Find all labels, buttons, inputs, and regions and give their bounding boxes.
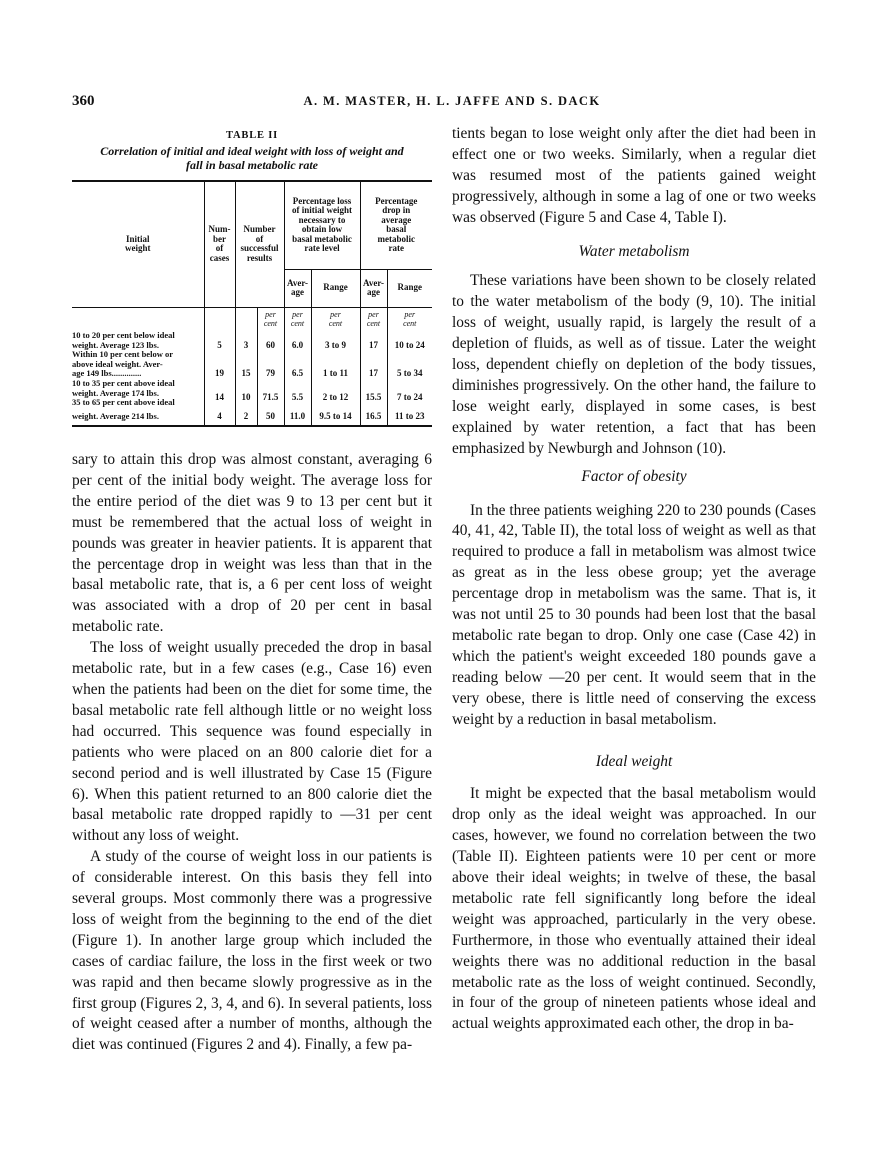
cell-loss-range: 9.5 to 14 (311, 408, 360, 426)
section-heading-ideal-weight: Ideal weight (595, 753, 673, 771)
running-head-authors: A. M. MASTER, H. L. JAFFE AND S. DACK (303, 94, 601, 108)
cell-drop-range: 7 to 24 (387, 388, 432, 408)
data-table (72, 180, 432, 427)
cell-drop-average: 17 (360, 360, 387, 389)
sub-head-loss-average: Aver- age (284, 269, 311, 307)
cell-drop-average: 16.5 (360, 408, 387, 426)
cell-drop-range: 5 to 34 (387, 360, 432, 389)
cell-cases: 14 (204, 388, 235, 408)
cell-successful-pct: 50 (257, 408, 284, 426)
unit-per-cent: per cent (387, 307, 432, 331)
cell-drop-range: 10 to 24 (387, 331, 432, 360)
cell-successful-pct: 60 (257, 331, 284, 360)
sub-head-loss-range: Range (311, 269, 360, 307)
cell-loss-average: 5.5 (284, 388, 311, 408)
table-caption-line-2: fall in basal metabolic rate (186, 158, 318, 172)
cell-loss-average: 6.5 (284, 360, 311, 389)
units-row (72, 307, 432, 331)
paragraph: These variations have been shown to be closely related to the water metabolism of the body (9, 10). The initial loss of weight, usually rapid, is largely the result of a depletion of fluids, as well as of tissue. Later the weight loss, dependent chiefly on depletion of the body tissues, diminishes progressively. On the other hand, the failure to lose weight early, displayed in some cases, is best explained by water retention, a fact that has been emphasized by Newburgh and Johnson (10). (452, 272, 816, 457)
col-head-number-of-cases: Num- ber of cases (204, 181, 235, 307)
cell-successful: 3 (235, 331, 257, 360)
section-heading-factor-of-obesity: Factor of obesity (581, 467, 687, 485)
col-head-initial-weight: Initial weight (72, 181, 204, 307)
table-row (72, 388, 432, 408)
paragraph-continued: sary to attain this drop was almost constant, averaging 6 per cent of the initial body weight. The average loss for the entire period of the diet was 9 to 13 per cent but it must be remembered that the actual loss of weight in pounds was greater in heavier patients. It is apparent that the percentage drop in weight was less than that in the basal metabolic rate, that is, a 6 per cent loss of weight was associated with a drop of 20 per cent in basal metabolic rate. (72, 451, 432, 636)
page-header (72, 93, 832, 113)
unit-per-cent: per cent (360, 307, 387, 331)
sub-head-drop-average: Aver- age (360, 269, 387, 307)
table-caption (72, 144, 432, 172)
cell-loss-range: 2 to 12 (311, 388, 360, 408)
table-title (72, 130, 432, 172)
row-label: weight. Average 214 lbs. (72, 410, 159, 421)
cell-successful: 15 (235, 360, 257, 389)
paragraph-continued: tients began to lose weight only after the diet had been in effect one or two weeks. Similarly, when a regular diet was resumed most of the patients gained weight progressively, although in some a lag of one or two weeks was observed (Figure 5 and Case 4, Table I). (452, 125, 816, 226)
cell-loss-average: 11.0 (284, 408, 311, 426)
unit-per-cent: per cent (311, 307, 360, 331)
row-label: 10 to 20 per cent below ideal weight. Average 123 lbs. Within 10 per cent below or (72, 330, 175, 359)
cell-drop-range: 11 to 23 (387, 408, 432, 426)
table-caption-line-1: Correlation of initial and ideal weight with loss of weight and (100, 144, 404, 158)
table-row (72, 331, 432, 360)
cell-loss-range: 3 to 9 (311, 331, 360, 360)
cell-drop-average: 17 (360, 331, 387, 360)
cell-loss-range: 1 to 11 (311, 360, 360, 389)
page-number: 360 (72, 93, 95, 109)
cell-drop-average: 15.5 (360, 388, 387, 408)
paragraph: In the three patients weighing 220 to 230 pounds (Cases 40, 41, 42, Table II), the total loss of weight as well as that required to produce a fall in metabolism was almost twice as great as in the less obese group; yet the average percentage drop in metabolism was the same. That is, it was not until 25 to 30 pounds had been lost that the basal metabolic rate began to drop. Only one case (Case 42) in which the patient's weight exceeded 180 pounds gave a reading below —20 per cent. It would seem that in the very obese, there is little need of conserving the excess weight by a reduction in basal metabolism. (452, 501, 816, 728)
col-head-percentage-drop: Percentage drop in average basal metabolic rate (360, 181, 432, 269)
sub-head-drop-range: Range (387, 269, 432, 307)
cell-successful: 2 (235, 408, 257, 426)
col-head-percentage-loss: Percentage loss of initial weight necessary to obtain low basal metabolic rate level (284, 181, 360, 269)
cell-successful-pct: 71.5 (257, 388, 284, 408)
cell-successful: 10 (235, 388, 257, 408)
right-text-column (452, 124, 816, 1035)
cell-cases: 4 (204, 408, 235, 426)
paragraph: A study of the course of weight loss in our patients is of considerable interest. On this basis they fell into several groups. Most commonly there was a progressive loss of weight from the beginning to the end of the diet (Figure 1). In another large group which included the cases of cardiac failure, the loss in the first week or two was rapid and then became slowly progressive as in the first group (Figures 2, 3, 4, and 6). In several patients, loss of weight ceased after a number of months, although the diet was continued (Figures 2 and 4). Finally, a few pa- (72, 848, 432, 1054)
table-row (72, 360, 432, 389)
cell-cases: 19 (204, 360, 235, 389)
row-label: above ideal weight. Aver- age 149 lbs.............. 10 to 35 per cent above ideal (72, 358, 175, 388)
cell-loss-average: 6.0 (284, 331, 311, 360)
paragraph: It might be expected that the basal metabolism would drop only as the ideal weight was approached. In our cases, however, we found no correlation between the two (Table II). Eighteen patients were 10 per cent or more above their ideal weights; in twelve of these, the basal metabolic rate fell significantly long before the ideal weight was approached, particularly in the very obese. Furthermore, in those who eventually attained their ideal weights there was no additional reduction in the basal metabolic rate as the loss of weight continued. Secondly, in four of the group of nineteen patients whose ideal and actual weights approximated each other, the drop in ba- (452, 785, 816, 1033)
col-head-successful-results: Number of successful results (235, 181, 284, 307)
table-row (72, 408, 432, 426)
table-label: TABLE II (225, 130, 278, 141)
section-heading-water-metabolism: Water metabolism (578, 242, 690, 260)
row-label: weight. Average 174 lbs. 35 to 65 per cent above ideal (72, 387, 175, 407)
cell-successful-pct: 79 (257, 360, 284, 389)
unit-per-cent: per cent (284, 307, 311, 331)
paragraph: The loss of weight usually preceded the drop in basal metabolic rate, but in a few cases (e.g., Case 16) even when the patients had been on the diet for some time, the basal metabolic rate fell although little or no weight loss had occurred. This sequence was found especially in patients who were placed on an 800 calorie diet for a second period and is well illustrated by Case 15 (Figure 6). When this patient returned to an 800 calorie diet the basal metabolic rate dropped rapidly to —31 per cent without any loss of weight. (72, 639, 432, 845)
left-text-column (72, 450, 432, 1056)
unit-per-cent: per cent (257, 307, 284, 331)
cell-cases: 5 (204, 331, 235, 360)
